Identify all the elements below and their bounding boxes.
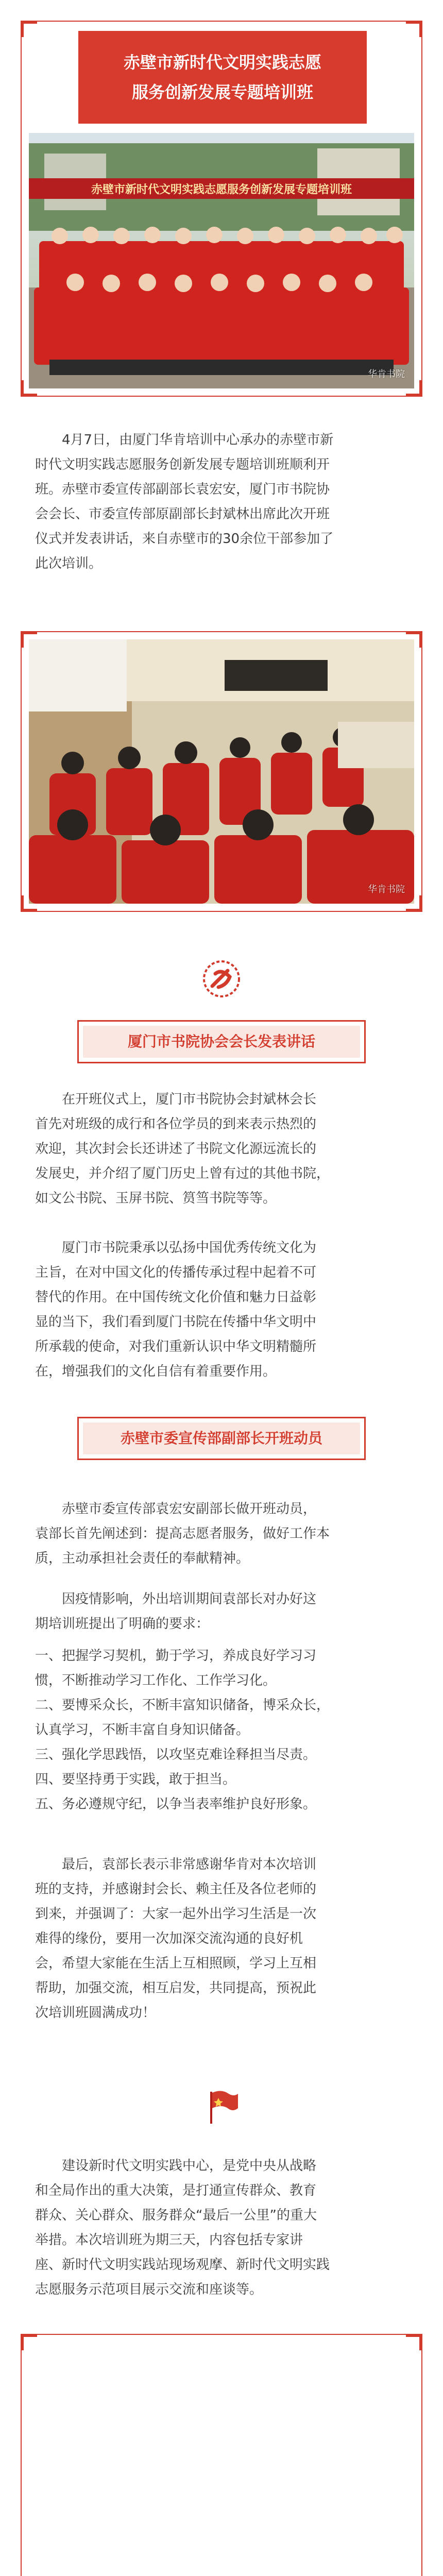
watermark-text: 华肯书院: [368, 369, 405, 380]
section1-paragraph-1: [35, 1087, 408, 1211]
text-line: 建设新时代文明实践中心，是党中央从战略: [62, 2158, 317, 2174]
text-line: 时代文明实践志愿服务创新发展专题培训班顺利开: [35, 457, 330, 472]
text-line: 次培训班圆满成功！: [35, 2005, 156, 2021]
bottom-photo-card: [21, 2334, 422, 2576]
list-item: 三、强化学思践悟，以攻坚克难诠释担当尽责。: [35, 1747, 317, 1762]
header-card: [21, 21, 422, 397]
text-line: 和全局作出的重大决策，是打通宣传群众、教育: [35, 2183, 317, 2198]
list-item: 五、务必遵规守纪，以争当表率维护良好形象。: [35, 1797, 317, 1812]
text-line: 最后，袁部长表示非常感谢华肯对本次培训: [62, 1857, 317, 1872]
text-line: 发展史，并介绍了厦门历史上曾有过的其他书院，: [35, 1166, 330, 1181]
watermark-text: 华肯书院: [368, 884, 405, 895]
text-line: 如文公书院、玉屏书院、筼筜书院等等。: [35, 1191, 277, 1206]
section-heading-1: [77, 1020, 366, 1063]
text-line: 仪式并发表讲话，来自赤壁市的30余位干部参加了: [35, 531, 334, 547]
article-title-line2: 服务创新发展专题培训班: [131, 82, 313, 102]
text-line: 赤壁市委宣传部袁宏安副部长做开班动员，: [62, 1501, 317, 1517]
section2-paragraph-3: [35, 1852, 408, 2025]
list-item: 二、要博采众长，不断丰富知识储备，博采众长，: [35, 1698, 330, 1713]
text-line: 难得的缘份，要用一次加深交流沟通的良好机: [35, 1931, 303, 1946]
text-line: 质，主动承担社会责任的奉献精神。: [35, 1551, 250, 1566]
text-line: 会会长、市委宣传部原副部长封斌林出席此次开班: [35, 506, 330, 522]
section-heading-2: [77, 1417, 366, 1460]
meeting-photo: [29, 639, 414, 904]
text-line: 袁部长首先阐述到：提高志愿者服务，做好工作本: [35, 1526, 330, 1541]
text-line: 主旨，在对中国文化的传播传承过程中起着不可: [35, 1265, 317, 1280]
list-item: 四、要坚持勇于实践，敢于担当。: [35, 1772, 236, 1787]
text-line: 首先对班级的成行和各位学员的到来表示热烈的: [35, 1116, 317, 1132]
section1-paragraph-2: [35, 1235, 408, 1384]
section2-paragraph-1: [35, 1497, 408, 1571]
intro-paragraph: [35, 428, 408, 576]
text-line: 志愿服务示范项目展示交流和座谈等。: [35, 2282, 263, 2297]
text-line: 班的支持，并感谢封会长、赖主任及各位老师的: [35, 1882, 317, 1897]
group-photo: [29, 133, 414, 388]
text-line: 在，增强我们的文化自信有着重要作用。: [35, 1364, 277, 1379]
frame-corner: [406, 21, 422, 37]
text-line: 厦门市书院秉承以弘扬中国优秀传统文化为: [62, 1240, 317, 1256]
requirements-list: [35, 1643, 408, 1817]
list-item: 惯，不断推动学习工作化、工作学习化。: [35, 1673, 277, 1688]
section-heading-text: 厦门市书院协会会长发表讲话: [83, 1026, 360, 1058]
section2-paragraph-2: [35, 1587, 408, 1636]
section-heading-text: 赤壁市委宣传部副部长开班动员: [83, 1422, 360, 1454]
red-flag-icon: [201, 2087, 242, 2128]
list-item: 认真学习，不断丰富自身知识储备。: [35, 1722, 250, 1738]
text-line: 座、新时代文明实践站现场观摩、新时代文明实践: [35, 2257, 330, 2273]
text-line: 因疫情影响，外出培训期间袁部长对办好这: [62, 1591, 317, 1607]
text-line: 替代的作用。在中国传统文化价值和魅力日益彰: [35, 1290, 317, 1305]
bottom-group-photo: [29, 2344, 414, 2576]
meeting-photo-card: [21, 631, 422, 912]
text-line: 期培训班提出了明确的要求：: [35, 1616, 210, 1632]
article-title-line1: 赤壁市新时代文明实践志愿: [123, 53, 321, 72]
text-line: 举措。本次培训班为期三天，内容包括专家讲: [35, 2232, 303, 2248]
text-line: 显的当下，我们看到厦门书院在传播中华文明中: [35, 1314, 317, 1330]
text-line: 群众、关心群众、服务群众“最后一公里”的重大: [35, 2208, 317, 2223]
text-line: 到来，并强调了：大家一起外出学习生活是一次: [35, 1906, 317, 1922]
article-title-banner: [78, 31, 367, 124]
text-line: 欢迎，其次封会长还讲述了书院文化源远流长的: [35, 1141, 317, 1157]
meeting-photo-image: [29, 639, 414, 904]
party-emblem-icon: [201, 958, 242, 999]
group-photo-image: [29, 133, 414, 388]
list-item: 一、把握学习契机，勤于学习，养成良好学习习: [35, 1648, 317, 1664]
text-line: 在开班仪式上，厦门市书院协会封斌林会长: [62, 1092, 317, 1107]
text-line: 4月7日，由厦门华肯培训中心承办的赤壁市新: [62, 432, 334, 448]
closing-paragraph: [35, 2154, 408, 2302]
text-line: 班。赤壁市委宣传部副部长袁宏安，厦门市书院协: [35, 482, 330, 497]
frame-corner: [21, 21, 37, 37]
text-line: 此次培训。: [35, 556, 103, 571]
text-line: 帮助，加强交流，相互启发，共同提高，预祝此: [35, 1980, 317, 1996]
text-line: 所承载的使命，对我们重新认识中华文明精髓所: [35, 1339, 317, 1354]
text-line: 会，希望大家能在生活上互相照顾，学习上互相: [35, 1956, 317, 1971]
bottom-group-photo-image: [29, 2344, 414, 2576]
banner-text: 赤壁市新时代文明实践志愿服务创新发展专题培训班: [91, 183, 352, 196]
